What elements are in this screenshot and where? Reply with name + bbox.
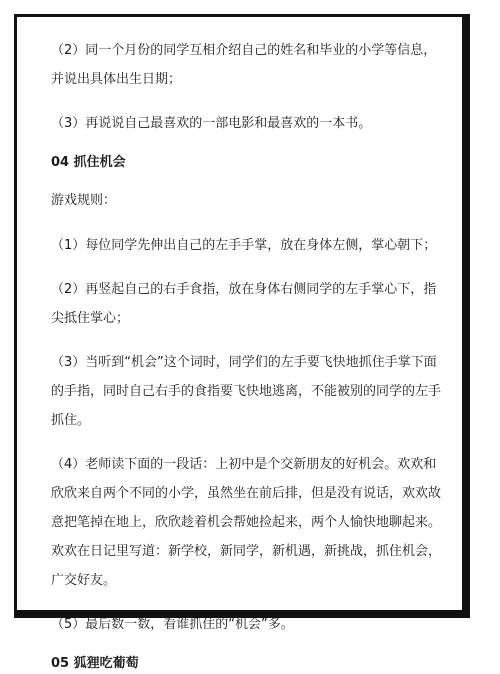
rule-item-5: （5）最后数一数，看谁抓住的“机会”多。 — [51, 617, 294, 632]
rule-item-3: （3）当听到“机会”这个词时，同学们的左手要飞快地抓住手掌下面的手指，同时自己右手的食指要飞快地逃离，不能被别的同学的左手抓住。 — [51, 355, 442, 428]
rule-item-2: （2）再竖起自己的右手食指，放在身体右侧同学的左手掌心下，指尖抵住掌心； — [51, 282, 437, 326]
document-content — [51, 36, 441, 674]
paragraph-favorites: （3）再说说自己最喜欢的一部电影和最喜欢的一本书。 — [51, 116, 372, 131]
rule-item-4: （4）老师读下面的一段话：上初中是个交新朋友的好机会。欢欢和欣欣来自两个不同的小学，虽然坐在前后排，但是没有说话，欢欢故意把笔掉在地上，欣欣趁着机会帮她捡起来，两个人愉快地聊起来。欢欢在日记里写道：新学校，新同学，新机遇，新挑战，抓住机会，广交好友。 — [51, 457, 442, 588]
section-heading-seize-chance: 04 抓住机会 — [51, 155, 126, 170]
rule-item-1: （1）每位同学先伸出自己的左手手掌，放在身体左侧，掌心朝下； — [51, 238, 437, 253]
paragraph-self-intro: （2）同一个月份的同学互相介绍自己的姓名和毕业的小学等信息，并说出具体出生日期； — [51, 43, 437, 87]
rules-label: 游戏规则： — [51, 193, 117, 208]
section-heading-fox-grapes: 05 狐狸吃葡萄 — [51, 656, 139, 671]
